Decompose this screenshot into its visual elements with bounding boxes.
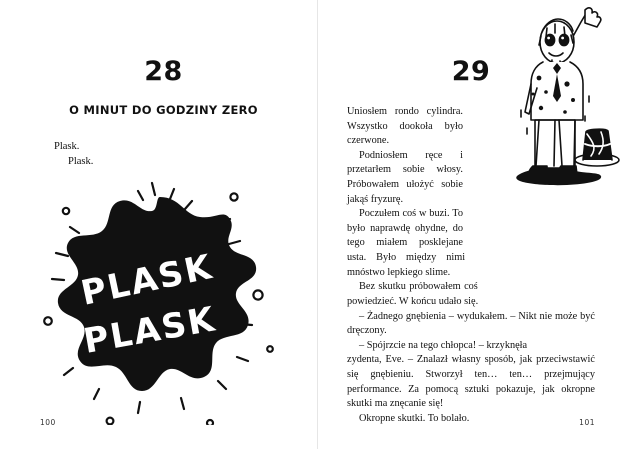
ink-splat-icon [34, 175, 284, 425]
paragraph: zydenta, Eve. – Znalazł własny sposób, jak przeciwstawić się gnębieniu. Stworzył ten… ten… przejmujący performance. Za pomocą sztuki pokazuje, jak okropne skutki ma znęcanie się! [347, 354, 595, 410]
body-text-top [347, 105, 595, 353]
paragraph: Okropne skutki. To bolało. [359, 412, 470, 424]
paragraph: – Żadnego gnębienia – wydukałem. – Nikt nie może być dręczony. [347, 310, 595, 337]
paragraph: Bez skutku próbowałem coś powiedzieć. W końcu udało się. [347, 281, 479, 307]
svg-text:PLASK: PLASK [80, 299, 220, 363]
paragraph: Poczułem coś w buzi. To było naprawdę ohydne, do tego miałem posklejane usta. Było między nimi mnóstwo lepkiego slime. [347, 208, 466, 278]
chapter-number-left: 28 [144, 56, 183, 87]
svg-text:PLASK: PLASK [77, 247, 217, 315]
ink-splat-illustration [40, 175, 287, 425]
chapter-title-left: O MINUT DO GODZINY ZERO [69, 103, 258, 117]
page-number-left: 100 [40, 418, 56, 427]
opening-lines [54, 139, 287, 169]
opening-line-2: Plask. [68, 156, 94, 168]
chapter-number-right: 29 [451, 56, 491, 87]
body-text-bottom [347, 353, 595, 426]
left-page [0, 0, 317, 449]
paragraph: – Spójrzcie na tego chłopca! – krzyknęła [359, 339, 528, 351]
paragraph: Uniosłem rondo cylindra. Wszystko dookoła było czerwone. [347, 106, 463, 147]
paragraph: Podniosłem ręce i przetarłem sobie włosy. Próbowałem ułożyć sobie jakąś fryzurę. [347, 149, 463, 205]
opening-line-1: Plask. [54, 141, 80, 152]
page-number-right: 101 [579, 418, 595, 427]
boy-illustration [467, 105, 595, 301]
boy-covered-in-slime-icon [497, 0, 625, 196]
right-page [317, 0, 635, 449]
